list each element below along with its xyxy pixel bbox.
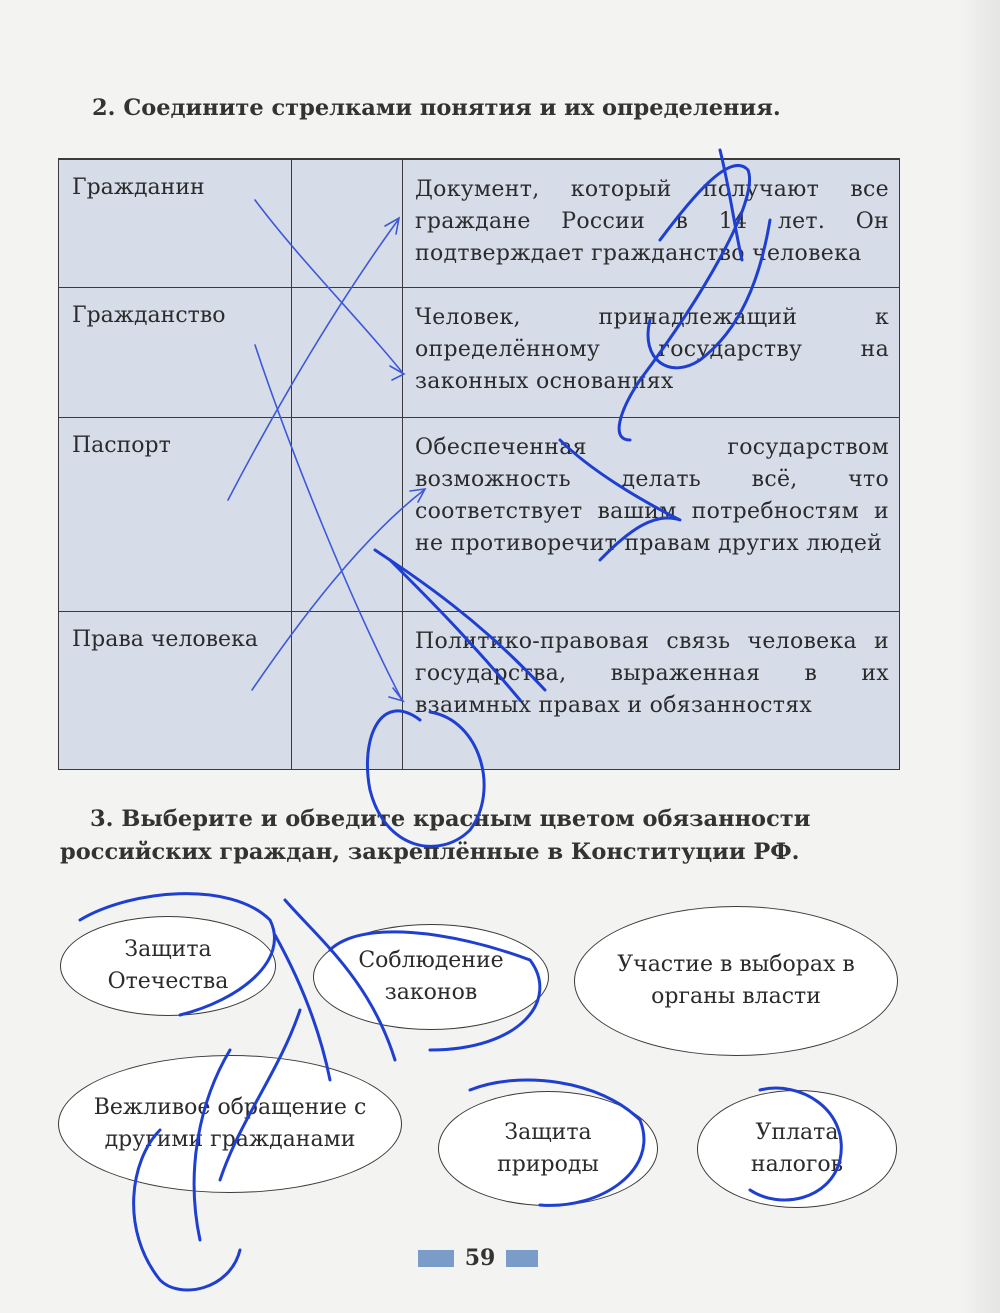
definition-rights-text: Обеспеченная государством возможность делать всё, что соответствует вашим потребностям и не противоречит правам других людей (415, 435, 889, 556)
option-protect-nature[interactable]: Защита природы (438, 1091, 658, 1206)
option-obey-laws[interactable]: Соблюдение законов (313, 924, 549, 1030)
task-3-heading: 3. Выберите и обведите красным цветом обязанности российских граждан, закреплённые в Конституции РФ. (60, 806, 811, 865)
table-row (59, 159, 899, 288)
table-row (59, 611, 899, 770)
option-pay-taxes[interactable]: Уплата налогов (697, 1090, 897, 1208)
page-edge-shadow (960, 0, 1000, 1313)
option-participate-in-elections[interactable]: Участие в выборах в органы власти (574, 906, 898, 1056)
concept-human-rights: Права человека (72, 627, 258, 652)
table-row (59, 287, 899, 418)
page-number-bar-left (418, 1250, 454, 1267)
concept-citizenship: Гражданство (72, 303, 226, 328)
option-defense-of-fatherland[interactable]: Защита Отечества (60, 916, 276, 1016)
definition-citizen-text: Человек, принадлежащий к определённому государству на законных основаниях (415, 305, 889, 394)
matching-table (58, 158, 900, 770)
concept-passport: Паспорт (72, 433, 171, 458)
page-number-bar-right (506, 1250, 538, 1267)
page-number: 59 (464, 1245, 496, 1271)
task-2-heading: 2. Соедините стрелками понятия и их определения. (92, 95, 781, 121)
concept-citizen: Гражданин (72, 175, 205, 200)
option-polite-treatment[interactable]: Вежливое обращение с другими гражданами (58, 1055, 402, 1193)
definition-passport-text: Документ, который получают все граждане России в 14 лет. Он подтверждает гражданство человека (415, 177, 889, 266)
table-row (59, 417, 899, 612)
definition-citizenship-text: Политико-правовая связь человека и государства, выраженная в их взаимных правах и обязанностях (415, 629, 889, 718)
